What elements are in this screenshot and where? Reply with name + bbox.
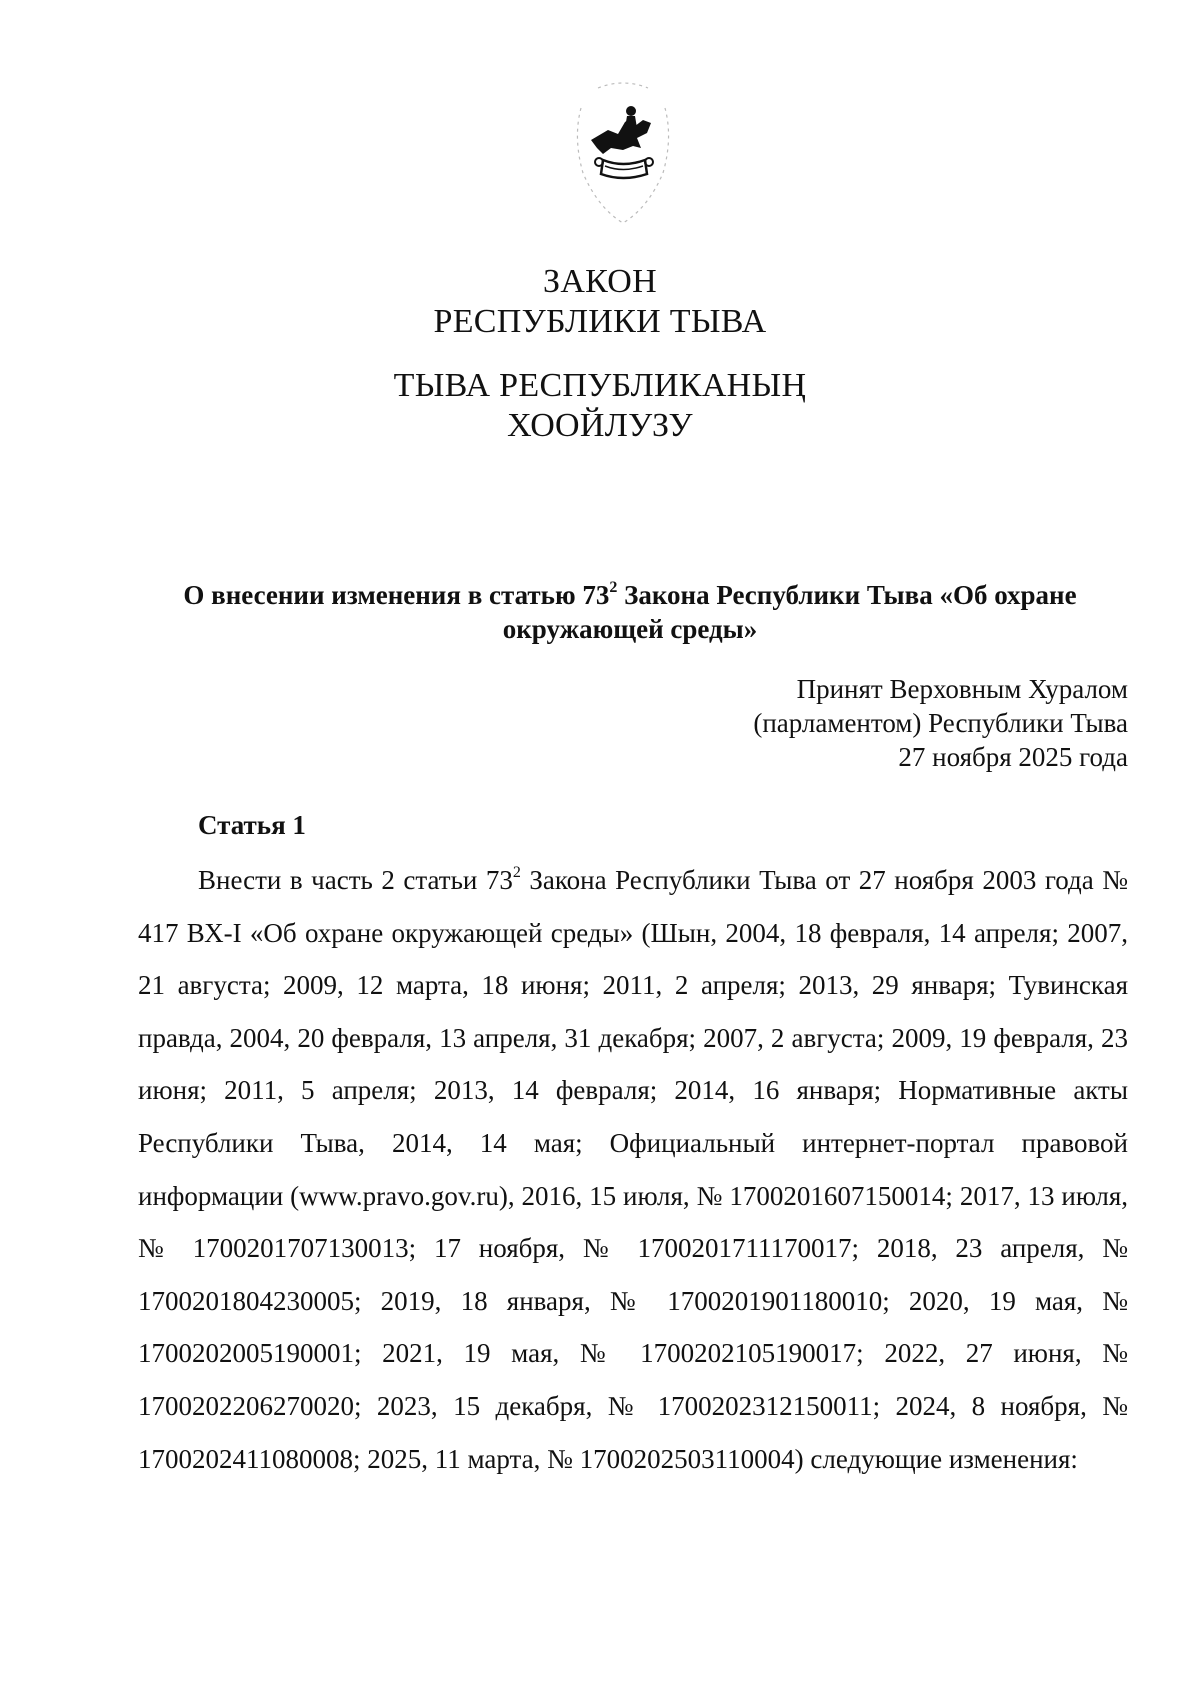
article-heading: Статья 1 [198, 810, 306, 840]
article-paragraph [138, 854, 1128, 1485]
adoption-line-1: Принят Верховным Хуралом [796, 674, 1128, 704]
adoption-date: 27 ноября 2025 года [898, 742, 1128, 772]
paragraph-superscript: 2 [512, 864, 521, 881]
law-title [130, 578, 1130, 646]
republic-name-tyv: ТЫВА РЕСПУБЛИКАНЫҢ [393, 367, 807, 404]
paragraph-rest: Закона Республики Тыва от 27 ноября 2003 года № 417 ВХ-I «Об охране окружающей среды» (Шын, 2004, 18 февраля, 14 апреля; 2007, 21 августа; 2009, 12 марта, 18 июня; 2011, 2 апреля; 2013, 29 января; Тувинская правда, 2004, 20 февраля, 13 апреля, 31 декабря; 2007, 2 августа; 2009, 19 февраля, 23 июня; 2011, 5 апреля; 2013, 14 февраля; 2014, 16 января; Нормативные акты Республики Тыва, 2014, 14 мая; Официальный интернет-портал правовой информации (www.pravo.gov.ru), 2016, 15 июля, № 1700201607150014; 2017, 13 июля, № 1700201707130013; 17 ноября, № 1700201711170017; 2018, 23 апреля, № 1700201804230005; 2019, 18 января, № 1700201901180010; 2020, 19 мая, № 1700202005190001; 2021, 19 мая, № 1700202105190017; 2022, 27 июня, № 1700202206270020; 2023, 15 декабря, № 1700202312150011; 2024, 8 ноября, № 1700202411080008; 2025, 11 марта, № 1700202503110004) следующие изменения: [138, 865, 1128, 1474]
republic-name-ru: РЕСПУБЛИКИ ТЫВА [433, 303, 767, 340]
law-title-part2: Закона Республики Тыва «Об охране окружающей среды» [502, 580, 1077, 644]
adoption-note [528, 672, 1128, 774]
law-title-part1: О внесении изменения в статью 73 [183, 580, 610, 610]
law-label-tyv: ХООЙЛУЗУ [507, 407, 693, 444]
law-label: ЗАКОН [542, 263, 658, 300]
law-heading-tyvan [0, 366, 1200, 446]
law-heading [0, 262, 1200, 342]
coat-of-arms-emblem [563, 78, 683, 228]
law-title-superscript: 2 [609, 579, 618, 596]
adoption-line-2: (парламентом) Республики Тыва [753, 708, 1128, 738]
paragraph-start: Внести в часть 2 статьи 73 [198, 865, 513, 895]
